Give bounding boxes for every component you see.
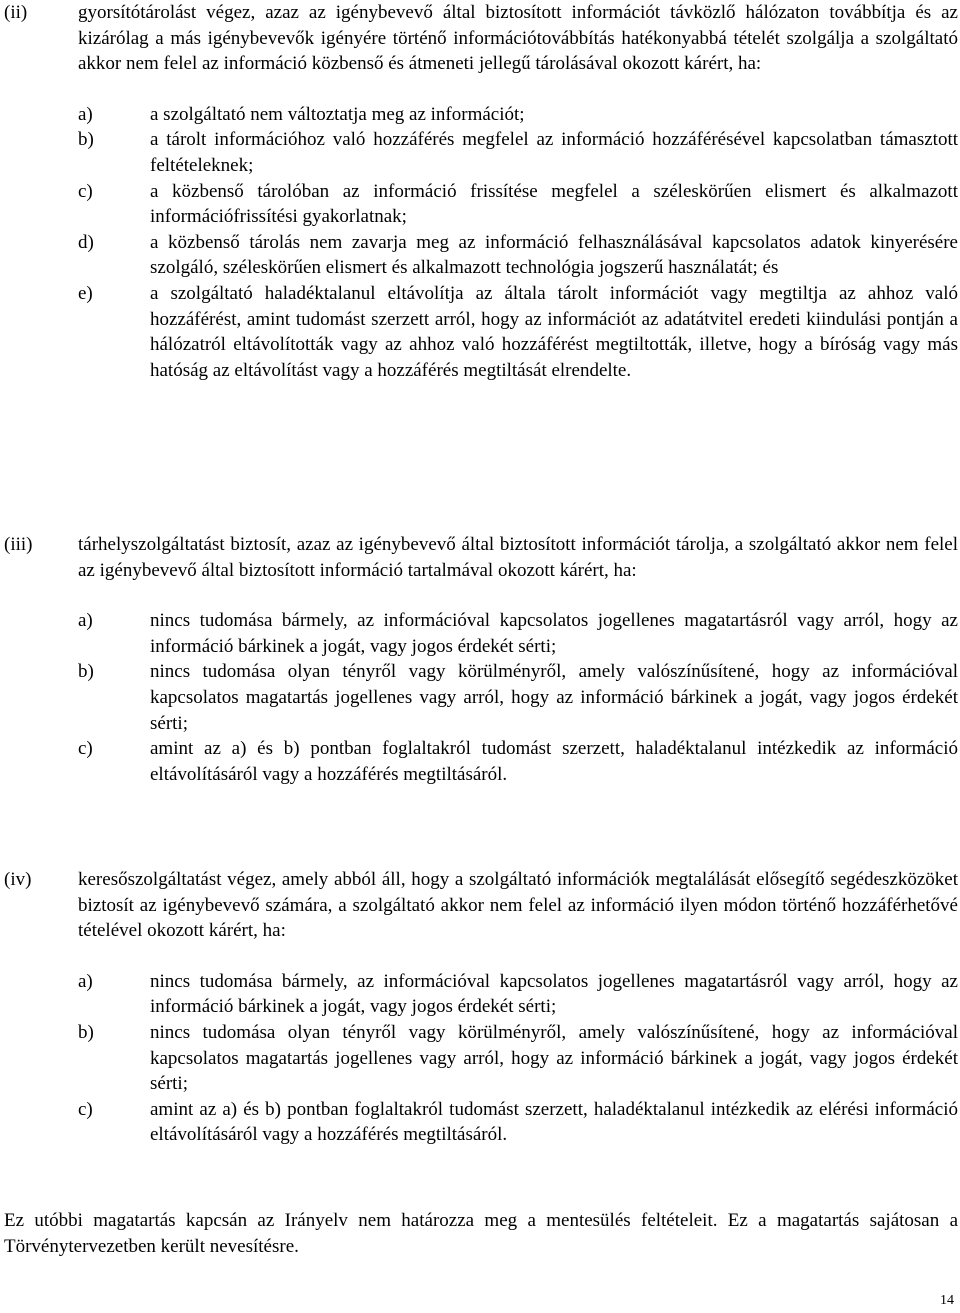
item-text: a közbenső tárolás nem zavarja meg az információ felhasználásával kapcsolatos adatok kinyerésére szolgáló, széleskörűen elismert és alkalmazott technológia jogszerű használatát; és (150, 231, 958, 279)
list-item (78, 1020, 958, 1097)
item-text: nincs tudomása bármely, az információval kapcsolatos jogellenes magatartásról vagy arról, hogy az információ bárkinek a jogát, vagy jogos érdekét sérti; (150, 970, 958, 1018)
page-number: 14 (940, 1293, 954, 1308)
section-lead-text: tárhelyszolgáltatást biztosít, azaz az igénybevevő által biztosított információt tárolja, a szolgáltató akkor nem felel az igénybevevő által biztosított információ tartalmával okozott kárért, ha: (78, 534, 958, 581)
item-text: a közbenső tárolóban az információ frissítése megfelel a széleskörűen elismert és alkalmazott információfrissítési gyakorlatnak; (150, 180, 958, 228)
item-label: c) (78, 1098, 93, 1120)
section-iv (4, 867, 958, 1148)
list-item (78, 969, 958, 1020)
list-item (78, 1097, 958, 1148)
item-list (78, 102, 958, 384)
item-label: c) (78, 180, 93, 202)
item-text: a tárolt információhoz való hozzáférés megfelel az információ hozzáférésével kapcsolatban támasztott feltételeknek; (150, 129, 958, 176)
list-item (78, 102, 958, 128)
item-label: b) (78, 1021, 94, 1043)
item-text: nincs tudomása olyan tényről vagy körülményről, amely valószínűsítené, hogy az információval kapcsolatos magatartás jogellenes vagy arról, hogy az információ bárkinek a jogát, vagy jogos érdekét sérti; (150, 661, 958, 734)
item-text: nincs tudomása bármely, az információval kapcsolatos jogellenes magatartásról vagy arról, hogy az információ bárkinek a jogát, vagy jogos érdekét sérti; (150, 610, 958, 657)
item-text: nincs tudomása olyan tényről vagy körülményről, amely valószínűsítené, hogy az információval kapcsolatos magatartás jogellenes vagy arról, hogy az információ bárkinek a jogát, vagy jogos érdekét sérti; (150, 1021, 958, 1095)
section-lead-text: gyorsítótárolást végez, azaz az igénybevevő által biztosított információt távközlő hálózaton továbbítja és az kizárólag a más igénybevevők igényére történő információtovábbítás hatékonyabbá tételét szolgálja a szolgáltató akkor nem felel az információ közbenső és átmeneti jellegű tárolásával okozott kárért, ha: (78, 2, 958, 75)
item-text: a szolgáltató nem változtatja meg az információt; (150, 103, 525, 125)
item-text: a szolgáltató haladéktalanul eltávolítja az általa tárolt információt vagy megtiltja az ahhoz való hozzáférést, amint tudomást szerzett arról, hogy az információt az adatátvitel eredeti kiindulási pontján a hálózatról eltávolították vagy az ahhoz való hozzáférést megtiltották, illetve, hogy a bíróság vagy más hatóság az eltávolítást vagy a hozzáférés megtiltását elrendelte. (150, 282, 958, 381)
section-label: (iii) (4, 534, 33, 555)
list-item (78, 608, 958, 659)
item-label: c) (78, 738, 93, 760)
list-item (78, 281, 958, 383)
item-text: amint az a) és b) pontban foglaltakról tudomást szerzett, haladéktalanul intézkedik az információ eltávolításáról vagy a hozzáférés megtiltásáról. (150, 738, 958, 785)
section-lead-text: keresőszolgáltatást végez, amely abból áll, hogy a szolgáltató információk megtalálását elősegítő segédeszközöket biztosít az igénybevevő számára, a szolgáltató akkor nem felel az információ ilyen módon történő hozzáférhetővé tételével okozott kárért, ha: (78, 869, 958, 942)
item-label: d) (78, 231, 94, 253)
item-list (78, 969, 958, 1148)
section-iii (4, 532, 958, 787)
list-item (78, 127, 958, 178)
list-item (78, 179, 958, 230)
closing-paragraph: Ez utóbbi magatartás kapcsán az Irányelv nem határozza meg a mentesülés feltételeit. Ez a magatartás sajátosan a Törvénytervezetben került nevesítésre. (4, 1210, 958, 1257)
section-ii (4, 0, 958, 383)
item-label: a) (78, 103, 93, 125)
section-label: (ii) (4, 2, 28, 23)
item-label: a) (78, 970, 93, 992)
item-label: a) (78, 610, 93, 632)
item-text: amint az a) és b) pontban foglaltakról tudomást szerzett, haladéktalanul intézkedik az elérési információ eltávolításáról vagy a hozzáférés megtiltásáról. (150, 1098, 958, 1146)
item-label: b) (78, 129, 94, 151)
list-item (78, 230, 958, 281)
item-label: b) (78, 661, 94, 683)
section-label: (iv) (4, 869, 32, 890)
item-list (78, 608, 958, 787)
item-label: e) (78, 282, 93, 304)
list-item (78, 736, 958, 787)
list-item (78, 659, 958, 736)
